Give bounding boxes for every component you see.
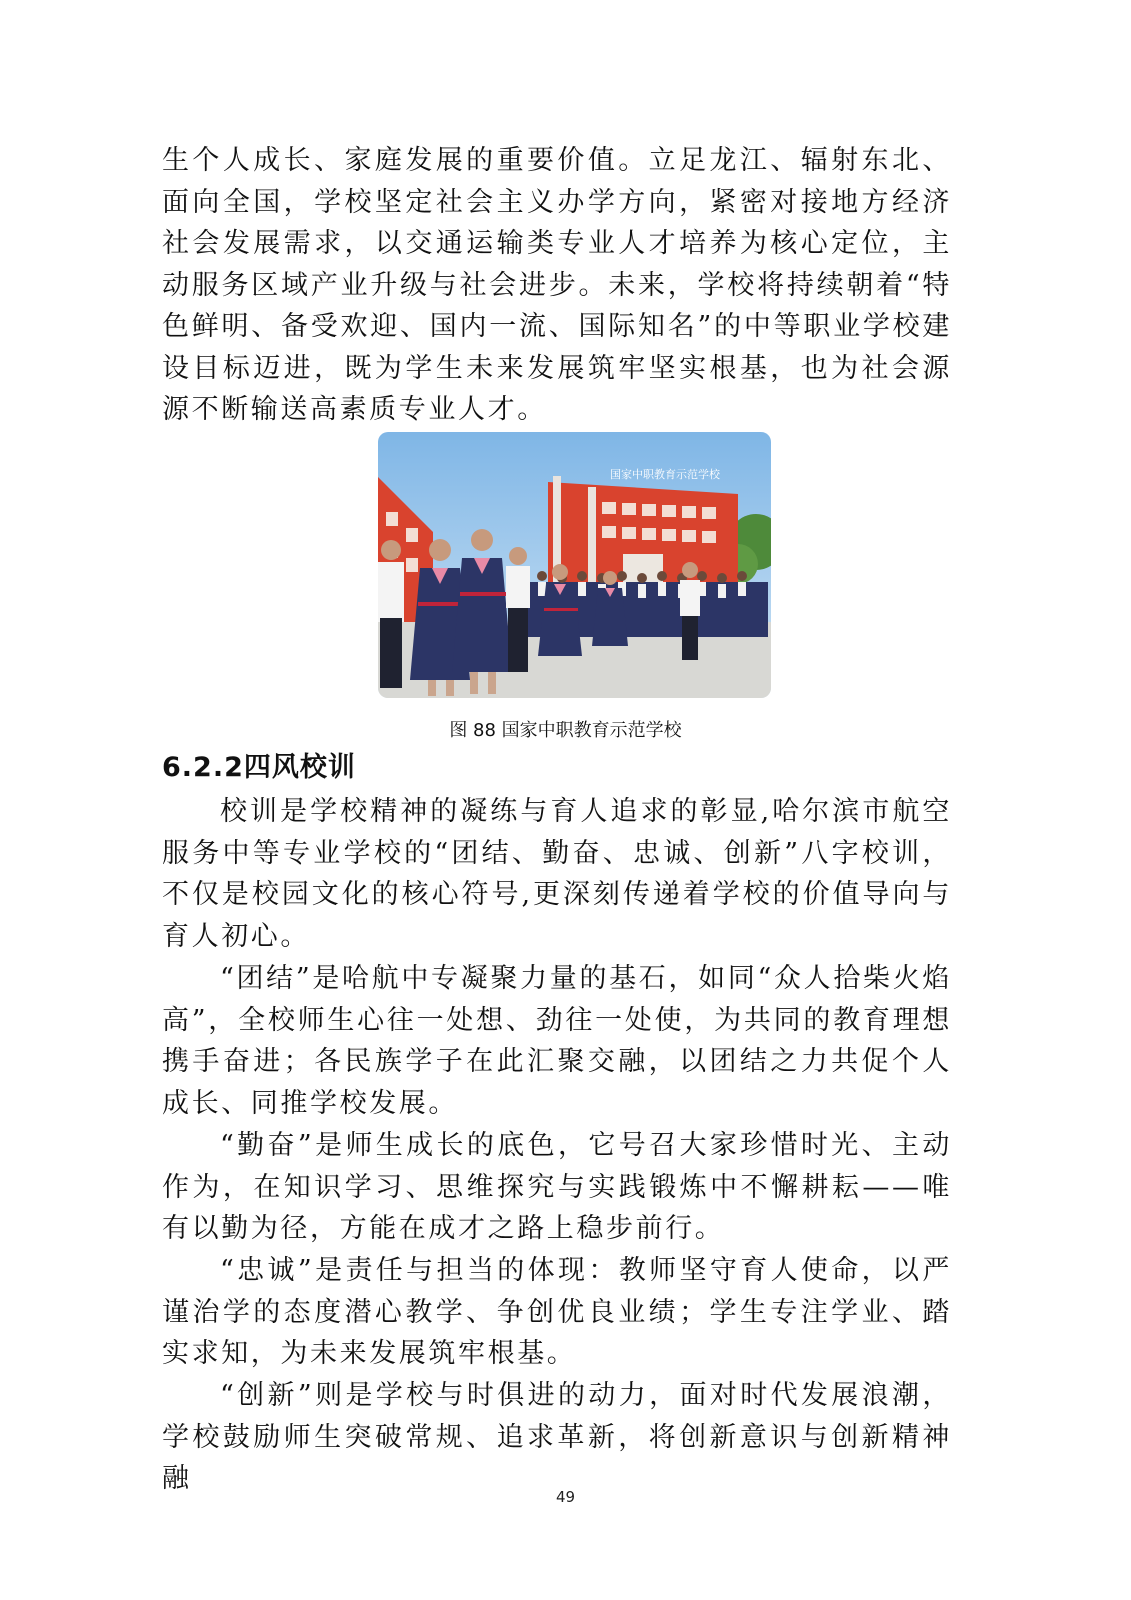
intro-paragraph: 生个人成长、家庭发展的重要价值。立足龙江、辐射东北、面向全国，学校坚定社会主义办学方向，紧密对接地方经济社会发展需求，以交通运输类专业人才培养为核心定位，主动服务区域产业升级与社会进步。未来，学校将持续朝着“特色鲜明、备受欢迎、国内一流、国际知名”的中等职业学校建设目标迈进，既为学生未来发展筑牢坚实根基，也为社会源源不断输送高素质专业人才。 xyxy=(162,145,952,425)
unity-paragraph: “团结”是哈航中专凝聚力量的基石，如同“众人拾柴火焰高”，全校师生心往一处想、劲往一处使，为共同的教育理想携手奋进；各民族学子在此汇聚交融，以团结之力共促个人成长、同推学校发展。 xyxy=(162,963,952,1119)
school-parade-photo xyxy=(378,432,771,698)
innovation-paragraph: “创新”则是学校与时俱进的动力，面对时代发展浪潮，学校鼓励师生突破常规、追求革新，将创新意识与创新精神融 xyxy=(162,1380,952,1494)
motto-paragraph: 校训是学校精神的凝练与育人追求的彰显,哈尔滨市航空服务中等专业学校的“团结、勤奋、忠诚、创新”八字校训，不仅是校园文化的核心符号,更深刻传递着学校的价值导向与育人初心。 xyxy=(162,796,952,952)
section-heading: 6.2.2四风校训 xyxy=(162,752,356,783)
page-number: 49 xyxy=(555,1488,576,1506)
figure-caption: 图 88 国家中职教育示范学校 xyxy=(449,720,682,741)
building-sign: 国家中职教育示范学校 xyxy=(610,468,720,481)
loyalty-paragraph: “忠诚”是责任与担当的体现：教师坚守育人使命，以严谨治学的态度潜心教学、争创优良业绩；学生专注学业、踏实求知，为未来发展筑牢根基。 xyxy=(162,1255,952,1369)
diligence-paragraph: “勤奋”是师生成长的底色，它号召大家珍惜时光、主动作为，在知识学习、思维探究与实践锻炼中不懈耕耘——唯有以勤为径，方能在成才之路上稳步前行。 xyxy=(162,1130,952,1244)
